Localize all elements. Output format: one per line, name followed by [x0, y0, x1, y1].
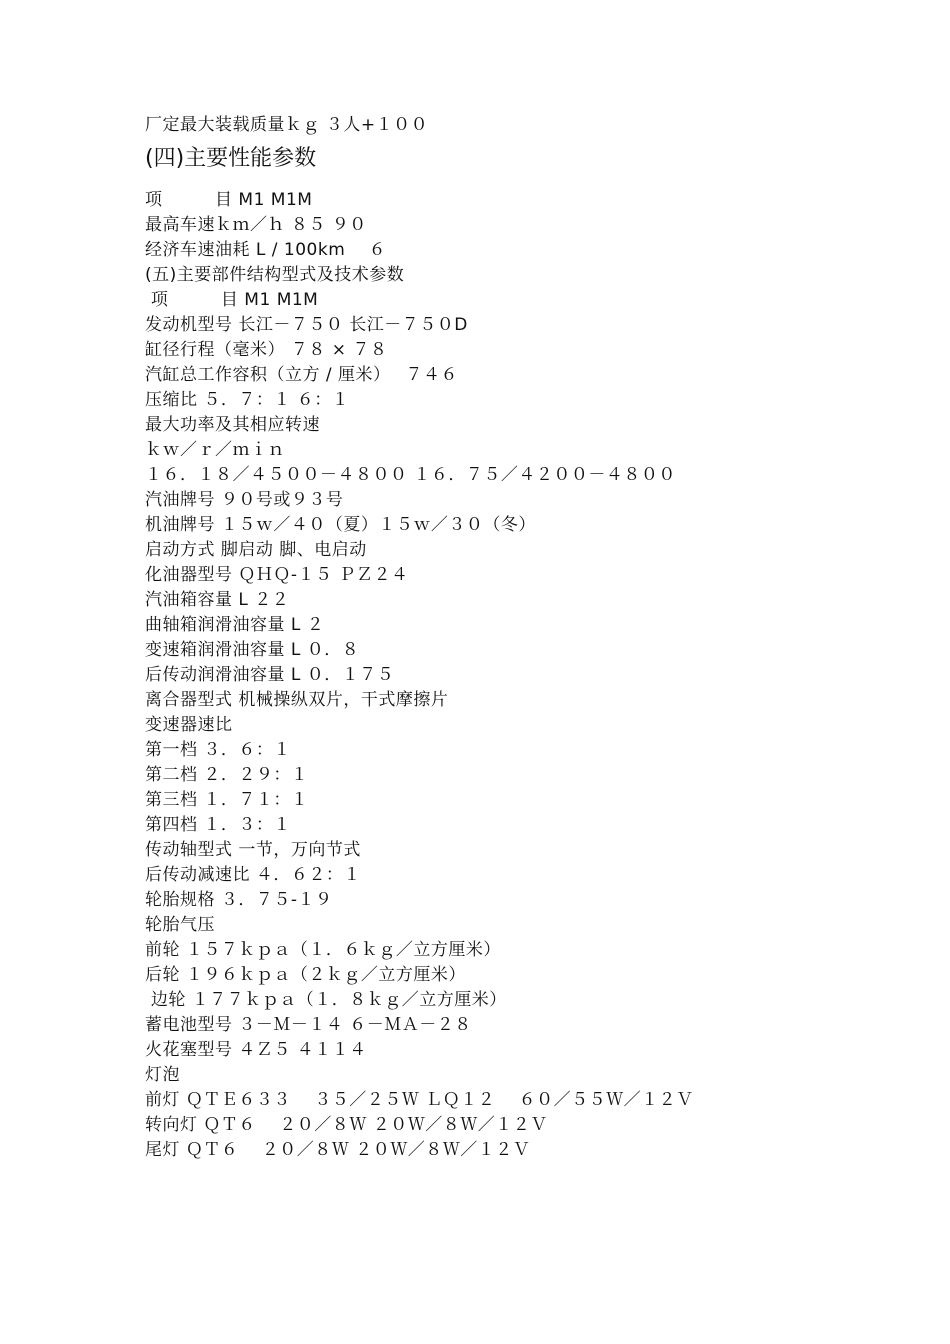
text-line: 变速箱润滑油容量 L ０．８: [145, 640, 360, 660]
text-line: 前灯 ＱＴＥ６３３ ３５／２５Ｗ ＬＱ１２ ６０／５５Ｗ／１２Ｖ: [145, 1090, 694, 1110]
text-line: １６．１８／４５００－４８００ １６．７５／４２００－４８００: [145, 465, 676, 485]
text-line: 缸径行程（毫米） ７８ × ７８: [145, 340, 388, 360]
text-line: 项 目 M1 M1M: [145, 190, 313, 210]
text-line: 第二档 ２．２９：１: [145, 765, 309, 785]
text-line: 项 目 M1 M1M: [145, 290, 319, 310]
text-line: 后轮 １９６ｋｐａ（２ｋｇ／立方厘米）: [145, 965, 466, 985]
text-line: 后传动润滑油容量 L ０．１７５: [145, 665, 395, 685]
text-line: 厂定最大装载质量ｋｇ ３人+１００: [145, 115, 429, 135]
text-line: 最大功率及其相应转速: [145, 415, 320, 435]
text-line: 尾灯 ＱＴ６ ２０／８Ｗ ２０Ｗ／８Ｗ／１２Ｖ: [145, 1140, 531, 1160]
text-line: 蓄电池型号 ３－Ｍ－１４ ６－ＭＡ－２８: [145, 1015, 472, 1035]
section-heading: (五)主要部件结构型式及技术参数: [145, 265, 405, 285]
text-line: 后传动减速比 ４．６２：１: [145, 865, 361, 885]
text-line: 第三档 １．７１：１: [145, 790, 309, 810]
text-line: 轮胎规格 ３．７５-１９: [145, 890, 333, 910]
section-heading: (四)主要性能参数: [145, 146, 317, 171]
text-line: 曲轴箱润滑油容量 L ２: [145, 615, 325, 635]
text-line: 经济车速油耗 L / 100km ６: [145, 240, 387, 260]
text-line: 启动方式 脚启动 脚、电启动: [145, 540, 367, 560]
text-line: 转向灯 ＱＴ６ ２０／８Ｗ ２０Ｗ／８Ｗ／１２Ｖ: [145, 1115, 548, 1135]
text-line: 压缩比 ５．７：１ ６：１: [145, 390, 350, 410]
text-line: 机油牌号 １５ｗ／４０（夏）１５ｗ／３０（冬）: [145, 515, 536, 535]
text-line: 最高车速ｋｍ／ｈ ８５ ９０: [145, 215, 367, 235]
text-line: 前轮 １５７ｋｐａ（１．６ｋｇ／立方厘米）: [145, 940, 501, 960]
text-line: 发动机型号 长江－７５０ 长江－７５０D: [145, 315, 468, 335]
text-line: 灯泡: [145, 1065, 180, 1085]
text-line: 火花塞型号 ４Ｚ５ ４１１４: [145, 1040, 367, 1060]
text-line: 化油器型号 ＱＨＱ-１５ ＰＺ２４: [145, 565, 409, 585]
text-line: 轮胎气压: [145, 915, 215, 935]
text-line: 汽油箱容量 L ２２: [145, 590, 290, 610]
text-line: 汽油牌号 ９０号或９３号: [145, 490, 344, 510]
text-line: 传动轴型式 一节，万向节式: [145, 840, 361, 860]
text-line: 边轮 １７７ｋｐａ（１．８ｋｇ／立方厘米）: [145, 990, 507, 1010]
text-line: 第四档 １．３：１: [145, 815, 291, 835]
text-line: 汽缸总工作容积（立方 / 厘米） ７４６: [145, 365, 458, 385]
text-line: 离合器型式 机械操纵双片，干式摩擦片: [145, 690, 449, 710]
text-line: 变速器速比: [145, 715, 233, 735]
text-line: ｋｗ／ｒ／ｍｉｎ: [145, 440, 285, 460]
text-line: 第一档 ３．６：１: [145, 740, 291, 760]
